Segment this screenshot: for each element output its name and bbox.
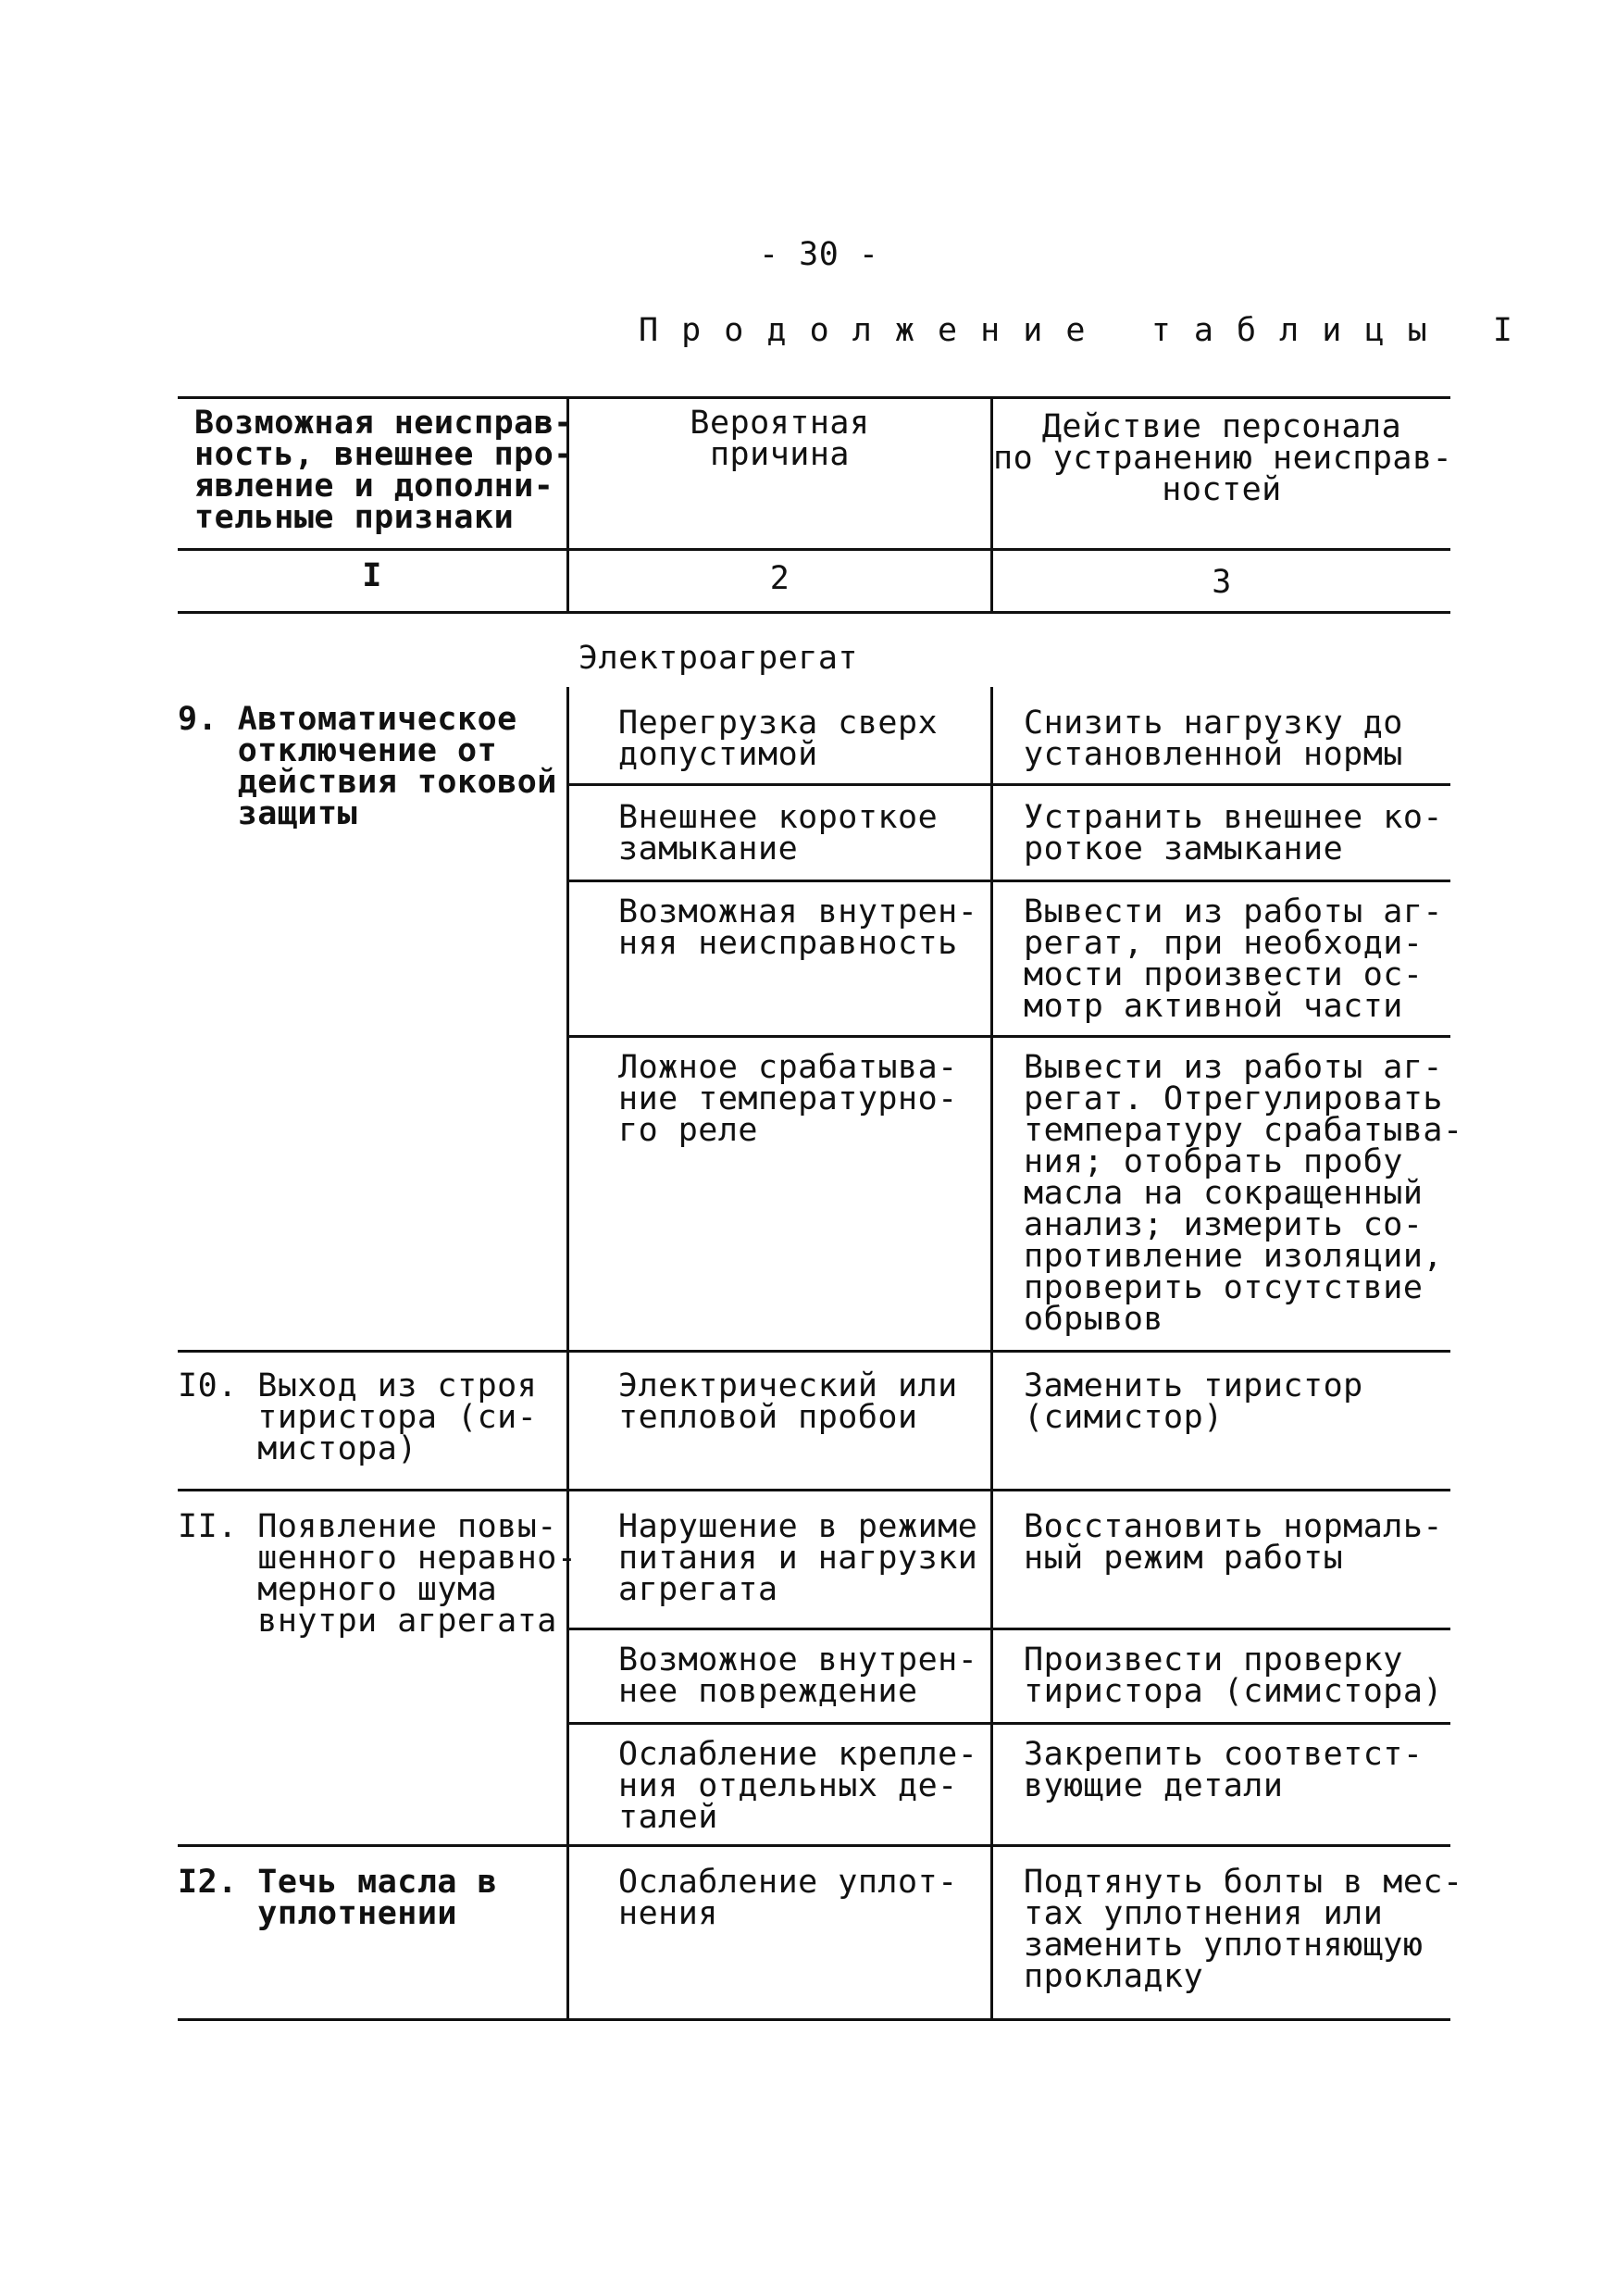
action-line: Восстановить нормаль- (1024, 1508, 1444, 1545)
fault-line: II. Появление повы- (178, 1508, 557, 1545)
action-10-1 (1024, 1367, 1363, 1436)
action-line: ния; отобрать пробу (1024, 1143, 1403, 1180)
cause-line: ния отдельных де- (618, 1767, 958, 1804)
action-9-4 (1024, 1049, 1463, 1338)
cause-12-1 (618, 1864, 958, 1932)
cause-line: Нарушение в режиме (618, 1508, 978, 1545)
row-rule (566, 1628, 1450, 1630)
cause-line: Ослабление уплот- (618, 1864, 958, 1901)
header-rule (178, 548, 1450, 551)
group-rule (178, 1489, 1450, 1491)
action-line: Снизить нагрузку до (1024, 705, 1403, 742)
cause-line: ние температурно- (618, 1080, 958, 1117)
action-line: Заменить тиристор (1024, 1367, 1363, 1404)
action-line: регат. Отрегулировать (1024, 1080, 1444, 1117)
action-line: вующие детали (1024, 1767, 1284, 1804)
fault-line: защиты (178, 795, 358, 832)
group-rule (178, 1350, 1450, 1353)
action-11-3 (1024, 1736, 1424, 1804)
fault-11 (178, 1508, 578, 1640)
cause-line: Перегрузка сверх (618, 705, 939, 742)
row-rule (566, 1722, 1450, 1725)
page-number: - 30 - (759, 236, 879, 273)
cause-line: Возможная внутрен- (618, 893, 978, 930)
fault-line: I0. Выход из строя (178, 1367, 538, 1404)
cause-line: Электрический или (618, 1367, 958, 1404)
fault-line: уплотнении (178, 1895, 458, 1932)
cause-9-4 (618, 1049, 958, 1149)
header-col1-line: Возможная неисправ- (194, 405, 574, 442)
header-col2-line: причина (709, 436, 850, 473)
action-line: Вывести из работы аг- (1024, 893, 1444, 930)
cause-line: няя неисправность (618, 925, 958, 962)
fault-line: мистора) (178, 1430, 417, 1467)
action-line: тиристора (симистора) (1024, 1673, 1444, 1710)
action-line: Вывести из работы аг- (1024, 1049, 1444, 1086)
fault-line: действия токовой (178, 764, 557, 801)
action-line: прокладку (1024, 1958, 1204, 1995)
fault-line: мерного шума (178, 1571, 498, 1608)
action-9-2 (1024, 799, 1444, 867)
cause-line: питания и нагрузки (618, 1540, 978, 1577)
fault-line: 9. Автоматическое (178, 701, 517, 738)
action-line: мости произвести ос- (1024, 956, 1424, 993)
fault-line: шенного неравно- (178, 1540, 578, 1577)
action-line: противление изоляции, (1024, 1238, 1444, 1275)
cause-line: го реле (618, 1112, 759, 1149)
action-line: ный режим работы (1024, 1540, 1344, 1577)
cause-9-3 (618, 893, 978, 962)
continuation-title: П р о д о л ж е н и е т а б л и ц ы I (639, 312, 1514, 349)
action-line: масла на сокращенный (1024, 1175, 1424, 1212)
action-line: (симистор) (1024, 1399, 1224, 1436)
header-col3-line: ностей (1162, 471, 1282, 508)
header-col2 (569, 405, 990, 473)
action-line: анализ; измерить со- (1024, 1206, 1424, 1243)
action-9-1 (1024, 705, 1403, 773)
action-line: температуру срабатыва- (1024, 1112, 1463, 1149)
fault-9 (178, 701, 557, 832)
cause-line: Ложное срабатыва- (618, 1049, 958, 1086)
action-line: установленной нормы (1024, 736, 1403, 773)
cause-line: Внешнее короткое (618, 799, 939, 836)
action-12-1 (1024, 1864, 1463, 1995)
action-line: роткое замыкание (1024, 830, 1344, 867)
body-divider-1 (566, 687, 569, 2020)
row-rule (566, 783, 1450, 786)
action-line: проверить отсутствие (1024, 1269, 1424, 1306)
row-rule (566, 1035, 1450, 1038)
fault-line: отключение от (178, 732, 498, 769)
action-line: регат, при необходи- (1024, 925, 1424, 962)
table-top-rule (178, 396, 1450, 399)
cause-line: талей (618, 1799, 718, 1836)
fault-line: тиристора (си- (178, 1399, 538, 1436)
action-11-1 (1024, 1508, 1444, 1577)
action-line: обрывов (1024, 1301, 1164, 1338)
cause-line: нее повреждение (618, 1673, 918, 1710)
action-line: тах уплотнения или (1024, 1895, 1384, 1932)
fault-12 (178, 1864, 498, 1932)
action-line: Произвести проверку (1024, 1641, 1403, 1678)
section-title: Электроагрегат (578, 640, 859, 677)
header-col1-line: ность, внешнее про- (194, 436, 574, 473)
cause-line: Ослабление крепле- (618, 1736, 978, 1773)
column-number-1: I (362, 557, 382, 594)
action-9-3 (1024, 893, 1444, 1025)
fault-line: I2. Течь масла в (178, 1864, 498, 1901)
column-number-2: 2 (769, 560, 790, 597)
table-bottom-rule (178, 2018, 1450, 2021)
action-line: Подтянуть болты в мес- (1024, 1864, 1463, 1901)
cause-9-2 (618, 799, 939, 867)
action-11-2 (1024, 1641, 1444, 1710)
column-number-3: 3 (1212, 564, 1232, 601)
cause-line: допустимой (618, 736, 818, 773)
cause-11-2 (618, 1641, 978, 1710)
row-rule (566, 880, 1450, 882)
action-line: Устранить внешнее ко- (1024, 799, 1444, 836)
number-row-rule (178, 611, 1450, 614)
group-rule (178, 1844, 1450, 1847)
action-line: Закрепить соответст- (1024, 1736, 1424, 1773)
cause-9-1 (618, 705, 939, 773)
fault-line: внутри агрегата (178, 1603, 557, 1640)
cause-line: нения (618, 1895, 718, 1932)
header-col1 (194, 405, 574, 536)
header-col1-line: явление и дополни- (194, 468, 554, 505)
header-col3 (993, 408, 1453, 508)
action-line: заменить уплотняющую (1024, 1927, 1424, 1964)
cause-11-3 (618, 1736, 978, 1836)
header-col2-line: Вероятная (690, 405, 870, 442)
cause-10-1 (618, 1367, 958, 1436)
header-col3-line: Действие персонала (1041, 408, 1402, 445)
cause-line: тепловой пробои (618, 1399, 918, 1436)
cause-line: Возможное внутрен- (618, 1641, 978, 1678)
fault-10 (178, 1367, 538, 1467)
cause-11-1 (618, 1508, 978, 1608)
action-line: мотр активной части (1024, 988, 1403, 1025)
body-divider-2 (990, 687, 993, 2020)
cause-line: замыкание (618, 830, 799, 867)
header-col3-line: по устранению неисправ- (993, 440, 1453, 477)
header-col1-line: тельные признаки (194, 499, 515, 536)
cause-line: агрегата (618, 1571, 778, 1608)
